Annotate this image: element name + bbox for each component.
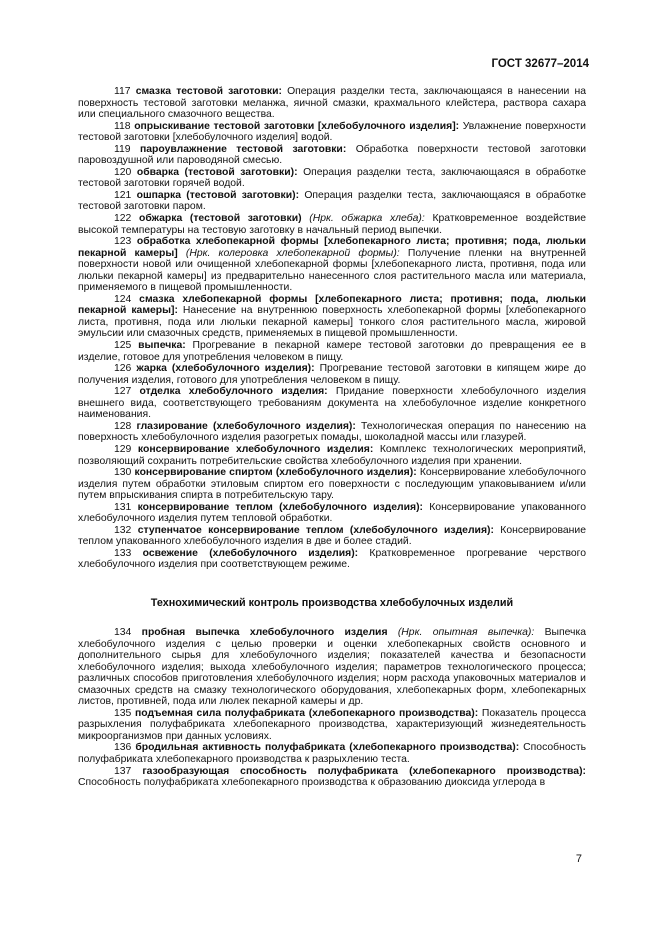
term-name: пароувлажнение тестовой заготовки: xyxy=(139,143,347,155)
term-definition: Операция разделки теста, заключающаяся в нанесении на поверхность тестовой заготовки меланжа, яичной смазки, крахмального клейстера, раствора сахара или специального смазочного вещества. xyxy=(78,86,587,121)
term-number: 117 xyxy=(114,86,131,97)
term-definition: Получение пленки на внутренней поверхности новой или очищенной хлебопекарной формы [хлебопекарного листа, противня, пода или люльки пекарной камеры] из предварительно нанесенного слоя растительного масла или материала, применяемого в пищевой промышленности. xyxy=(78,247,587,294)
term-entry xyxy=(78,525,586,548)
term-number: 121 xyxy=(114,189,132,201)
term-definition: Кратковременное воздействие высокой температуры на тестовую заготовку в начальный период выпечки. xyxy=(78,213,587,236)
term-definition: Комплекс технологических мероприятий, позволяющий сохранить потребительские свойства хлебобулочного изделия при хранении. xyxy=(78,443,587,467)
term-name: консервирование спиртом (хлебобулочного изделия): xyxy=(134,467,417,479)
term-number: 134 xyxy=(114,626,132,638)
term-number: 120 xyxy=(114,166,132,178)
term-number: 118 xyxy=(114,120,131,132)
term-number: 137 xyxy=(114,765,132,777)
term-number: 119 xyxy=(114,143,131,155)
term-number: 132 xyxy=(114,524,132,536)
term-definition: Прогревание в пекарной камере тестовой заготовки до превращения ее в изделие, готовое для употребления человеком в пищу. xyxy=(78,340,586,363)
page-number: 7 xyxy=(575,853,582,865)
term-number: 128 xyxy=(114,420,132,432)
term-entry xyxy=(78,121,586,144)
term-entry xyxy=(78,340,586,363)
term-name: ошпарка (тестовой заготовки): xyxy=(136,189,300,201)
terms-list-a xyxy=(78,86,586,571)
term-name: обработка хлебопекарной формы [хлебопекарного листа; противня; пода, люльки пекарной камеры] xyxy=(78,236,586,259)
term-definition: Способность полуфабриката хлебопекарного производства к образованию диоксида углерода в xyxy=(78,777,546,789)
term-entry xyxy=(78,386,586,421)
term-name: ступенчатое консервирование теплом (хлебобулочного изделия): xyxy=(137,524,494,536)
term-number: 133 xyxy=(114,547,132,559)
term-entry xyxy=(78,766,586,789)
term-name: освежение (хлебобулочного изделия): xyxy=(142,547,359,559)
term-number: 123 xyxy=(114,236,132,248)
term-definition: Показатель процесса разрыхления полуфабриката хлебопекарного производства, характеризующий жизнедеятельность микроорганизмов при данных условиях. xyxy=(78,707,586,742)
term-entry xyxy=(78,548,586,571)
term-note: (Нрк. опытная выпечка): xyxy=(397,626,535,638)
term-definition: Операция разделки теста, заключающаяся в обработке тестовой заготовки горячей водой. xyxy=(78,166,586,190)
term-entry xyxy=(78,627,586,708)
term-entry xyxy=(78,86,586,121)
term-number: 129 xyxy=(114,443,132,455)
term-name: обжарка (тестовой заготовки) xyxy=(139,213,302,225)
term-entry xyxy=(78,144,586,167)
term-entry xyxy=(78,190,586,213)
term-entry xyxy=(78,421,586,444)
term-note: (Нрк. колеровка хлебопекарной формы): xyxy=(185,247,400,259)
term-name: глазирование (хлебобулочного изделия): xyxy=(136,420,356,432)
term-definition: Способность полуфабриката хлебопекарного производства к разрыхлению теста. xyxy=(78,742,586,765)
term-name: бродильная активность полуфабриката (хлебопекарного производства): xyxy=(135,742,520,754)
term-name: смазка тестовой заготовки: xyxy=(135,86,282,97)
term-number: 122 xyxy=(114,213,132,225)
page-content xyxy=(78,86,586,789)
term-note: (Нрк. обжарка хлеба): xyxy=(309,213,425,225)
term-name: обварка (тестовой заготовки): xyxy=(136,166,298,178)
term-entry xyxy=(78,444,586,467)
term-definition: Консервирование теплом упакованного хлебобулочного изделия в две и более стадий. xyxy=(78,524,587,548)
term-number: 136 xyxy=(114,742,132,754)
term-definition: Операция разделки теста, заключающаяся в обработке тестовой заготовки паром. xyxy=(78,189,586,213)
term-definition: Консервирование упакованного хлебобулочного изделия путем тепловой обработки. xyxy=(78,501,586,525)
term-definition: Обработка поверхности тестовой заготовки паровоздушной или пароводяной смесью. xyxy=(78,143,586,167)
term-entry xyxy=(78,294,586,340)
term-name: жарка (хлебобулочного изделия): xyxy=(136,363,315,375)
term-entry xyxy=(78,708,586,743)
term-entry xyxy=(78,213,586,236)
term-number: 125 xyxy=(114,340,132,352)
term-name: пробная выпечка хлебобулочного изделия xyxy=(141,626,388,638)
term-definition: Выпечка хлебобулочного изделия с целью проверки и оценки хлебопекарных свойств основного и дополнительного сырья для хлебобулочного изделия; показателей качества и безопасности хлебобулочного изделия; выхода хлебобулочного изделия; параметров технологического процесса; различных способов приготовления хлебобулочного изделия; норм расхода упаковочных материалов и смазочных средств на смазку технологического оборудования, хлебопекарных форм, хлебопекарных листов, противней, пода или люлек пекарной камеры и др. xyxy=(78,626,587,708)
term-number: 126 xyxy=(114,363,132,375)
terms-list-b xyxy=(78,627,586,789)
term-entry xyxy=(78,502,586,525)
term-definition: Технологическая операция по нанесению на поверхность хлебобулочного изделия разогретых помады, шоколадной массы или глазурей. xyxy=(78,420,586,444)
term-definition: Нанесение на внутреннюю поверхность хлебопекарной формы [хлебопекарного листа, противня, пода или люльки пекарной камеры] тонкого слоя растительного масла, жировой эмульсии или смазочных средств, применяемых в пищевой промышленности. xyxy=(78,305,586,340)
term-number: 130 xyxy=(114,467,132,479)
term-name: смазка хлебопекарной формы [хлебопекарного листа; противня; пода, люльки пекарной камеры]: xyxy=(78,293,587,317)
term-entry xyxy=(78,236,586,294)
term-number: 127 xyxy=(114,386,132,398)
term-entry xyxy=(78,167,586,190)
term-number: 135 xyxy=(114,707,132,719)
term-name: отделка хлебобулочного изделия: xyxy=(139,386,328,398)
term-name: консервирование хлебобулочного изделия: xyxy=(137,443,374,455)
term-entry xyxy=(78,742,586,765)
term-definition: Прогревание тестовой заготовки в кипящем жире до получения изделия, готового для употребления человеком в пищу. xyxy=(78,363,586,386)
term-number: 124 xyxy=(114,293,132,305)
term-entry xyxy=(78,363,586,386)
term-definition: Придание поверхности хлебобулочного изделия внешнего вида, соответствующего требованиям документа на хлебобулочное изделие конкретного наименования. xyxy=(78,386,586,421)
section-title: Технохимический контроль производства хлебобулочных изделий xyxy=(150,596,514,609)
term-number: 131 xyxy=(114,501,132,513)
term-name: газообразующая способность полуфабриката (хлебопекарного производства): xyxy=(142,765,586,777)
term-name: подъемная сила полуфабриката (хлебопекарного производства): xyxy=(134,707,479,719)
term-name: опрыскивание тестовой заготовки [хлебобулочного изделия]: xyxy=(134,120,460,132)
term-name: консервирование теплом (хлебобулочного изделия): xyxy=(137,501,423,513)
term-entry xyxy=(78,467,586,502)
term-definition: Увлажнение поверхности тестовой заготовки [хлебобулочного изделия] водой. xyxy=(78,120,586,144)
term-name: выпечка: xyxy=(138,340,186,352)
term-definition: Консервирование хлебобулочного изделия путем обработки этиловым спиртом его поверхности с последующим упаковыванием и/или путем впрыскивания спирта в потребительскую тару. xyxy=(78,467,587,502)
term-definition: Кратковременное прогревание черствого хлебобулочного изделия при соответствующем режиме. xyxy=(78,547,587,571)
standard-header: ГОСТ 32677–2014 xyxy=(491,58,589,70)
